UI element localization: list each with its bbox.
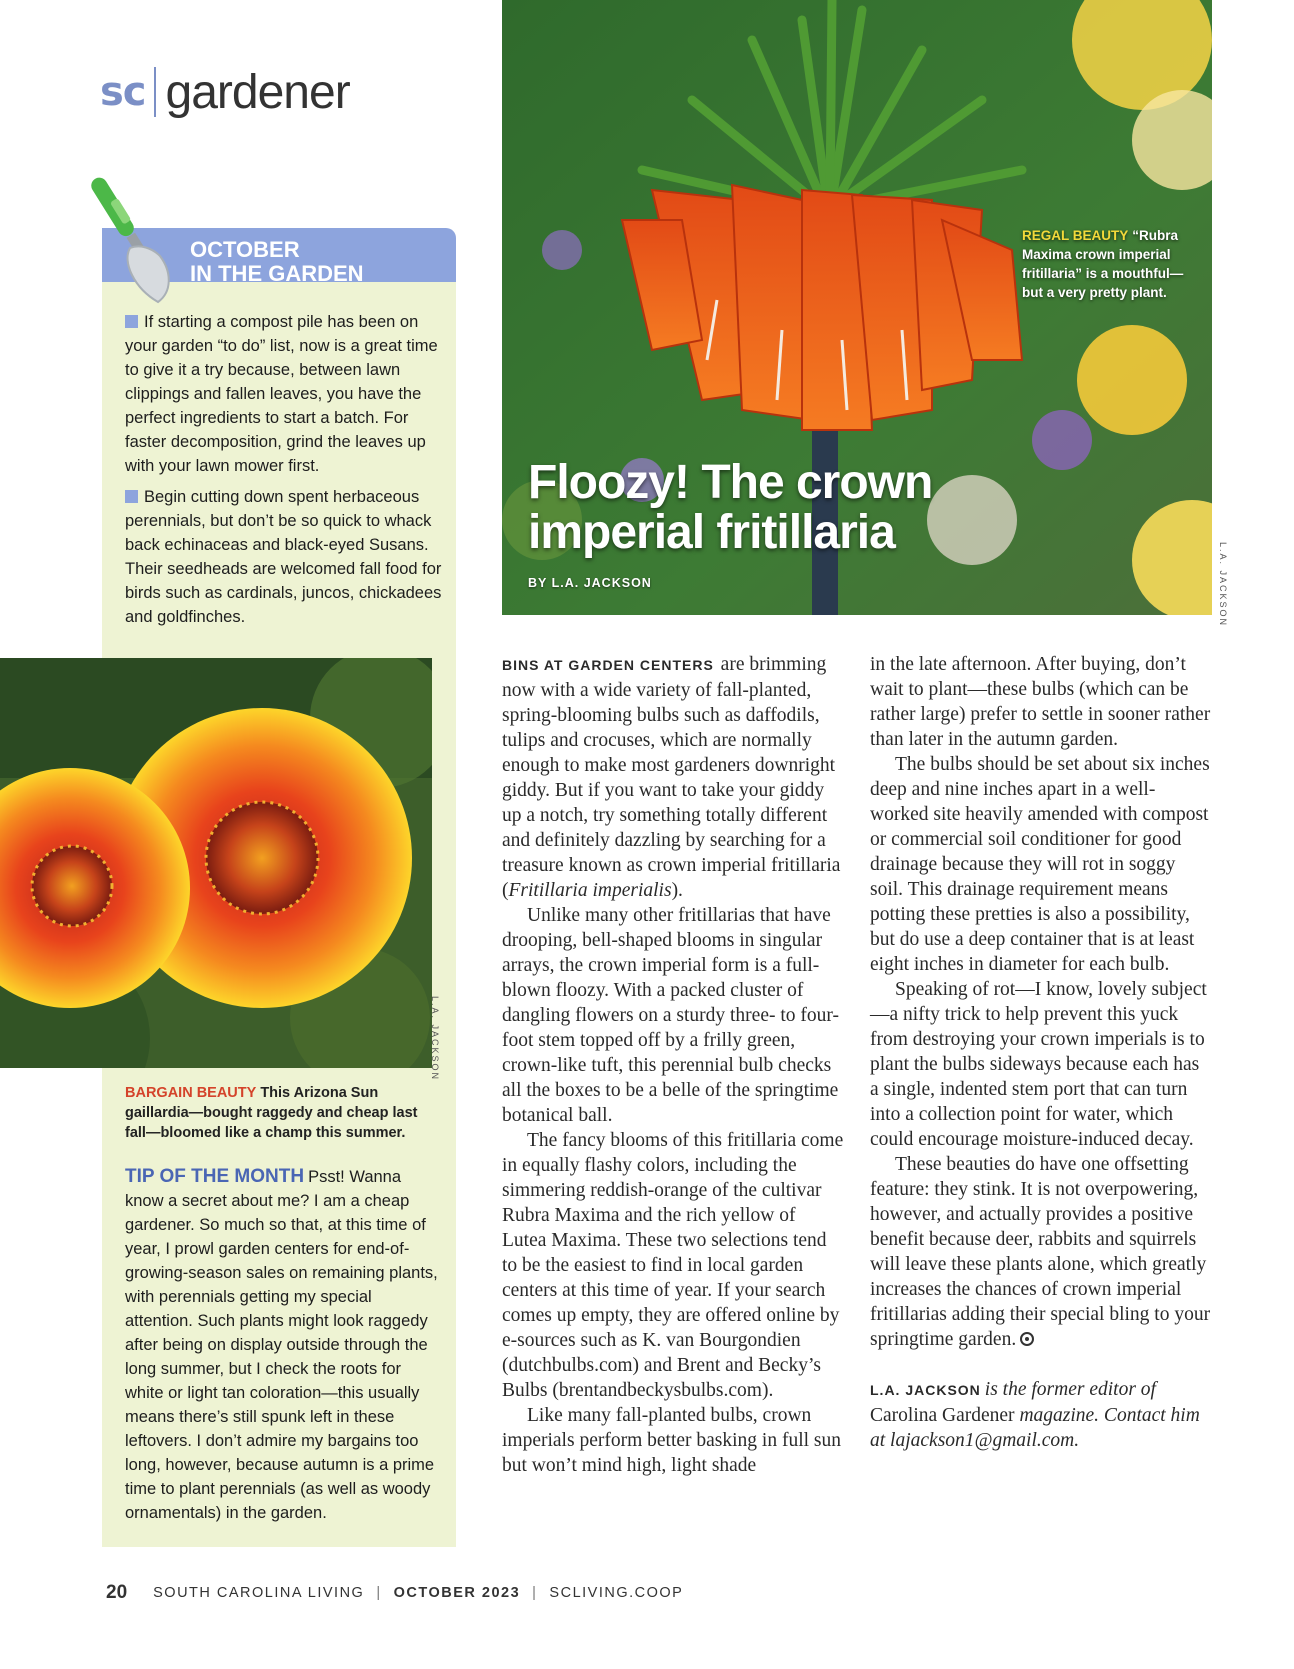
hero-caption <box>1022 226 1192 302</box>
article-paragraph <box>502 652 844 903</box>
masthead-divider <box>154 67 156 117</box>
article-text: are brimming now with a wide variety of fall-planted, spring-blooming bulbs such as daffodils, tulips and crocuses, which are normally enough to make most gardeners downright giddy. But if you want to take your giddy up a notch, try something totally different and definitely dazzling by searching for a treasure known as crown imperial fritillaria ( <box>502 654 841 901</box>
page-footer <box>106 1582 683 1604</box>
author-name: L.A. JACKSON <box>870 1382 981 1398</box>
article-paragraph: Like many fall-planted bulbs, crown imperials perform better basking in full sun but won’t mind high, light shade <box>502 1405 842 1476</box>
garden-tip <box>125 485 445 629</box>
gaillardia-photo <box>0 658 432 1068</box>
masthead-brand: sc <box>100 69 146 115</box>
caption-kicker: BARGAIN BEAUTY <box>125 1085 257 1101</box>
magazine-name: Carolina Gardener <box>870 1405 1015 1426</box>
garden-tips-list <box>125 310 445 636</box>
garden-tip <box>125 310 445 478</box>
article-paragraph: Unlike many other fritillarias that have drooping, bell-shaped blooms in singular arrays, the crown imperial form is a full-blown floozy. With a packed cluster of dangling flowers on a sturdy three- to four-foot stem topped off by a frilly green, crown-like tuft, this perennial bulb checks all the boxes to be a belle of the springtime botanical ball. <box>502 905 839 1126</box>
footer-divider: | <box>376 1585 382 1601</box>
trowel-icon <box>86 176 196 306</box>
masthead-section: gardener <box>165 65 350 119</box>
garden-tip-text: Begin cutting down spent herbaceous perennials, but don’t be so quick to whack back echinaceas and black-eyed Susans. Their seedheads are welcomed fall food for birds such as cardinals, juncos, chickadees and goldfinches. <box>125 488 442 626</box>
masthead <box>100 62 350 122</box>
bullet-square-icon <box>125 490 138 503</box>
article-column-1 <box>502 652 844 1478</box>
article-column-2 <box>870 652 1212 1453</box>
bio-text: is the former editor of <box>984 1379 1156 1400</box>
tip-text: Psst! Wanna know a secret about me? I am a cheap gardener. So much so that, at this time of year, I prowl garden centers for end-of-growing-season sales on remaining plants, with perennials getting my special attention. Such plants might look raggedy after being on display outside through the long summer, but I check the roots for white or light tan coloration—this usually means there’s still spunk left in these leftovers. I don’t admire my bargains too long, however, because autumn is a prime time to plant perennials (as well as woody ornamentals) in the garden. <box>125 1168 438 1522</box>
footer-issue: OCTOBER 2023 <box>393 1585 521 1601</box>
tip-kicker: TIP OF THE MONTH <box>125 1166 305 1187</box>
sidebar-title <box>190 238 440 286</box>
hero-caption-kicker: REGAL BEAUTY <box>1022 228 1129 243</box>
hero-caption-text: “Rubra Maxima crown imperial fritillaria” is a mouthful—but a very pretty plant. <box>1022 228 1184 300</box>
gaillardia-caption <box>125 1083 435 1143</box>
garden-tip-text: If starting a compost pile has been on your garden “to do” list, now is a great time to give it a try because, between lawn clippings and fallen leaves, you have the perfect ingredients to start a batch. For faster decomposition, grind the leaves up with your lawn mower first. <box>125 313 438 475</box>
page-number: 20 <box>106 1582 128 1603</box>
article-paragraph: Speaking of rot—I know, lovely subject—a nifty trick to help prevent this yuck from destroying your crown imperials is to plant the bulbs sideways because each has a single, indented stem port that can turn into a collection point for water, which could encourage moisture-induced decay. <box>870 979 1207 1150</box>
footer-site: SCLIVING.COOP <box>549 1585 684 1601</box>
gaillardia-photo-credit: L.A. JACKSON <box>430 996 440 1082</box>
article-paragraph: in the late afternoon. After buying, don’t wait to plant—these bulbs (which can be rather large) prefer to settle in sooner rather than later in the autumn garden. <box>870 654 1211 750</box>
article-lead-in: BINS AT GARDEN CENTERS <box>502 657 714 673</box>
species-name: Fritillaria imperialis <box>508 880 672 901</box>
footer-divider: | <box>532 1585 538 1601</box>
sidebar-title-line1: OCTOBER <box>190 237 300 262</box>
end-mark-icon <box>1020 1332 1034 1346</box>
article-paragraph: The fancy blooms of this fritillaria come in equally flashy colors, including the simmering reddish-orange of the cultivar Rubra Maxima and the rich yellow of Lutea Maxima. These two selections tend to be the easiest to find in local garden centers at this time of year. If your search comes up empty, they are offered online by e-sources such as K. van Bourgondien (dutchbulbs.com) and Brent and Becky’s Bulbs (brentandbeckysbulbs.com). <box>502 1130 844 1401</box>
article-byline: BY L.A. JACKSON <box>528 576 652 590</box>
article-paragraph: The bulbs should be set about six inches deep and nine inches apart in a well-worked site heavily amended with compost or commercial soil conditioner for good drainage because they will rot in soggy soil. This drainage requirement means potting these pretties is also a possibility, but do use a deep container that is at least eight inches in diameter for each bulb. <box>870 754 1210 975</box>
sidebar-title-line2: IN THE GARDEN <box>190 261 364 286</box>
author-bio <box>870 1377 1212 1453</box>
footer-publication: SOUTH CAROLINA LIVING <box>153 1585 365 1601</box>
tip-of-the-month <box>125 1165 443 1525</box>
article-text: ). <box>671 880 683 901</box>
bullet-square-icon <box>125 315 138 328</box>
article-paragraph <box>870 1152 1212 1352</box>
article-title: Floozy! The crown imperial fritillaria <box>528 456 933 559</box>
article-text: These beauties do have one offsetting feature: they stink. It is not overpowering, however, and actually provides a positive benefit because deer, rabbits and squirrels will leave these plants alone, which greatly increases the chances of crown imperial fritillarias adding their special bling to your springtime garden. <box>870 1154 1211 1350</box>
hero-photo-credit: L.A. JACKSON <box>1218 542 1228 628</box>
caption-text: This Arizona Sun gaillardia—bought raggedy and cheap last fall—bloomed like a champ this summer. <box>125 1085 418 1141</box>
bio-text: magazine. Contact him at lajackson1@gmail.com. <box>870 1405 1200 1451</box>
